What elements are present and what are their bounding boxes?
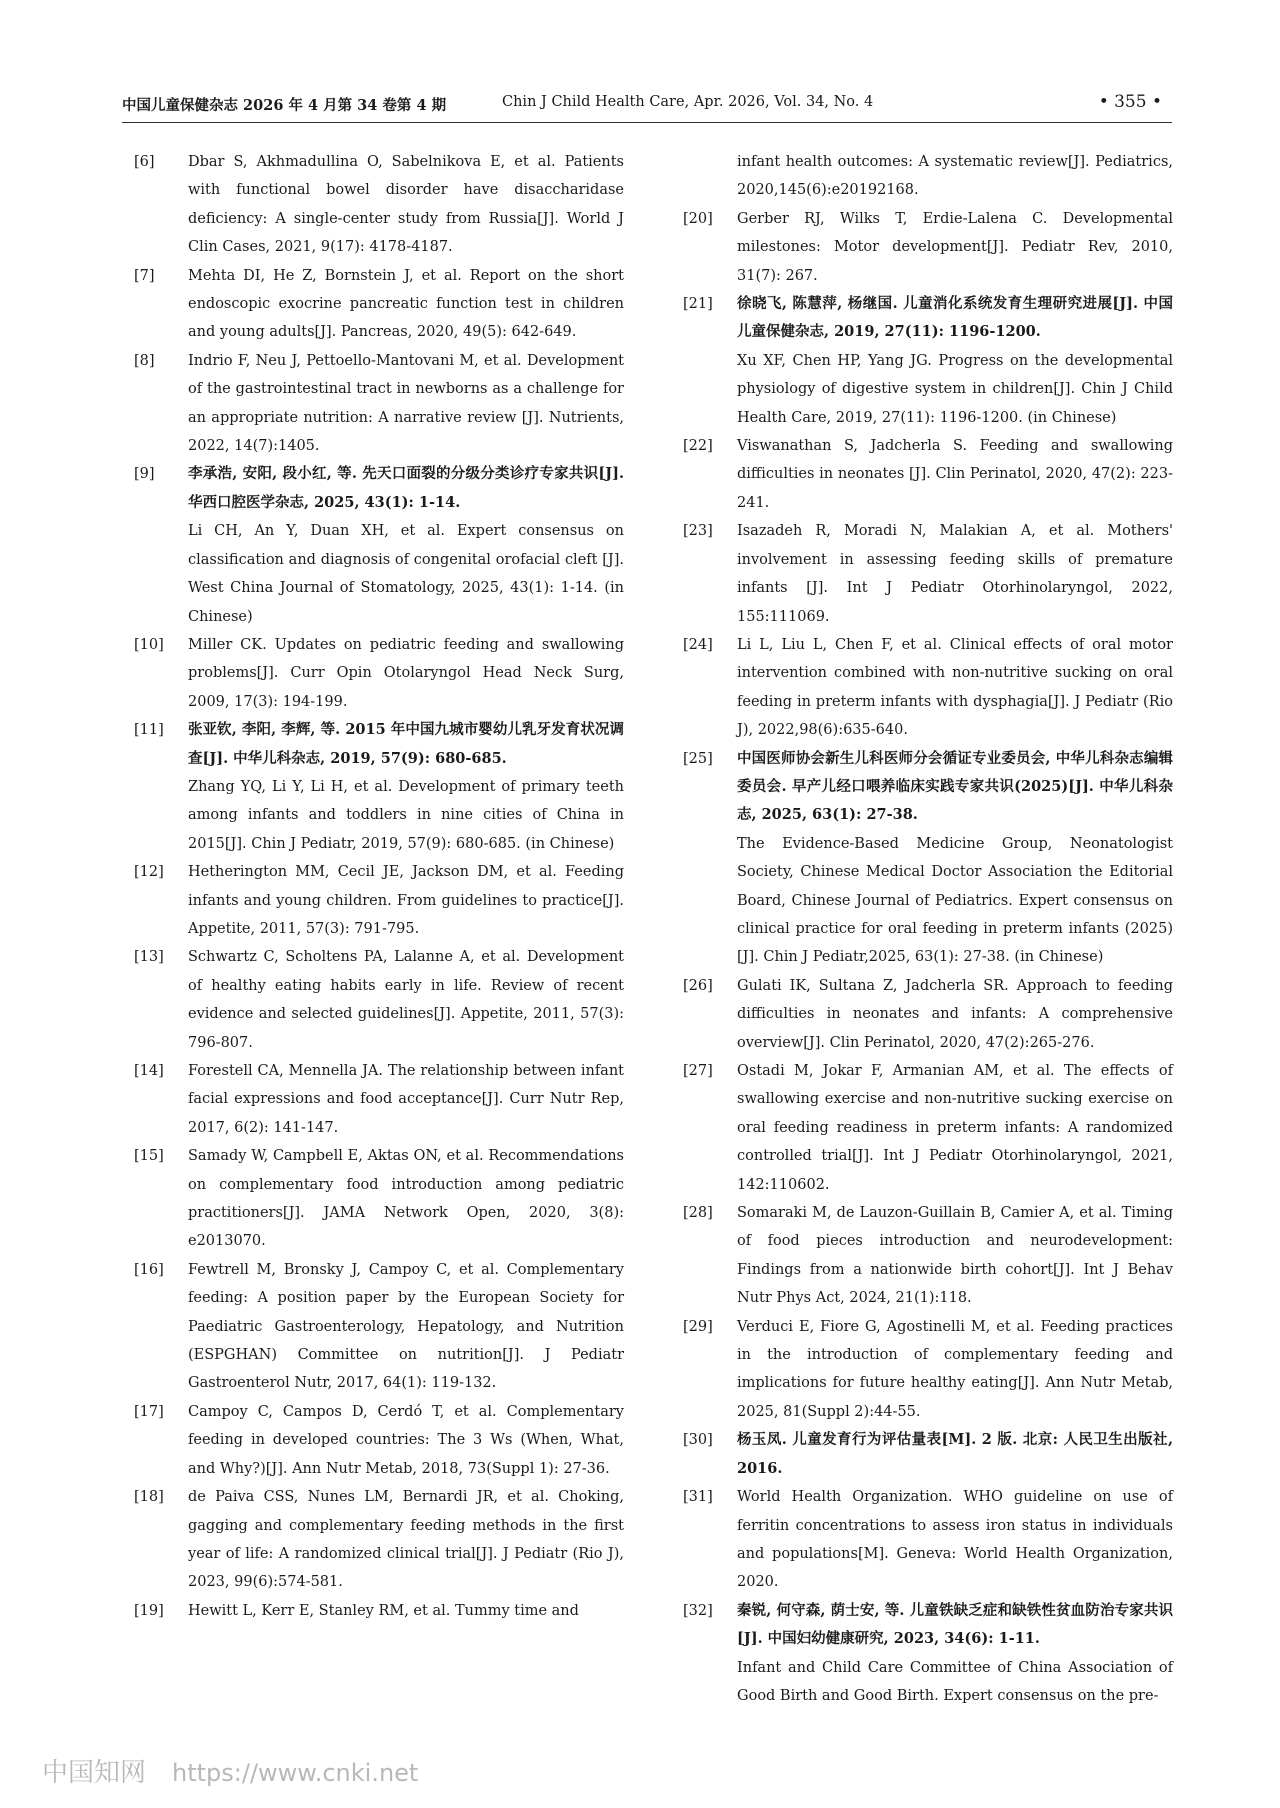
reference-entry — [683, 631, 1173, 745]
reference-text — [737, 972, 1173, 1057]
reference-text — [188, 1483, 624, 1597]
reference-number: [9] — [134, 466, 155, 483]
reference-number: [15] — [134, 1148, 164, 1165]
reference-entry — [134, 148, 624, 262]
reference-entry — [683, 1313, 1173, 1427]
reference-citation-english: Hewitt L, Kerr E, Stanley RM, et al. Tummy time and — [188, 1602, 579, 1619]
reference-continuation: infant health outcomes: A systematic review[J]. Pediatrics, 2020,145(6):e20192168. — [737, 154, 1173, 199]
page-number: • 355 • — [1098, 92, 1162, 112]
reference-text — [737, 1057, 1173, 1199]
reference-entry — [683, 290, 1173, 432]
reference-citation-english: Li L, Liu L, Chen F, et al. Clinical effects of oral motor intervention combined with non-nutritive sucking on oral feeding in preterm infants with dysphagia[J]. J Pediatr (Rio J), 2022,98(6):635-640. — [737, 636, 1173, 739]
reference-entry — [683, 1426, 1173, 1483]
reference-number: [30] — [683, 1432, 713, 1449]
reference-citation-chinese: 李承浩, 安阳, 段小红, 等. 先天口面裂的分级分类诊疗专家共识[J]. 华西口腔医学杂志, 2025, 43(1): 1-14. — [188, 465, 624, 511]
reference-number: [26] — [683, 977, 713, 994]
reference-number: [13] — [134, 949, 164, 966]
reference-entry — [134, 716, 624, 858]
reference-entry — [683, 517, 1173, 631]
reference-text — [737, 745, 1173, 972]
reference-number: [12] — [134, 864, 164, 881]
reference-number: [18] — [134, 1489, 164, 1506]
reference-citation-chinese: 杨玉凤. 儿童发育行为评估量表[M]. 2 版. 北京: 人民卫生出版社, 2016. — [737, 1431, 1173, 1477]
reference-entry — [134, 460, 624, 630]
reference-citation-chinese: 徐晓飞, 陈慧萍, 杨继国. 儿童消化系统发育生理研究进展[J]. 中国儿童保健杂志, 2019, 27(11): 1196-1200. — [737, 295, 1173, 341]
reference-number: [7] — [134, 267, 155, 284]
reference-citation-english: Gulati IK, Sultana Z, Jadcherla SR. Approach to feeding difficulties in neonates and infants: A comprehensive overview[J]. Clin Perinatol, 2020, 47(2):265-276. — [737, 977, 1173, 1051]
reference-text — [737, 1597, 1173, 1711]
reference-entry — [134, 631, 624, 716]
reference-text — [737, 1426, 1173, 1483]
reference-citation-english: Forestell CA, Mennella JA. The relationship between infant facial expressions and food acceptance[J]. Curr Nutr Rep, 2017, 6(2): 141-147. — [188, 1063, 624, 1136]
reference-citation-english: de Paiva CSS, Nunes LM, Bernardi JR, et al. Choking, gagging and complementary feeding methods in the first year of life: A randomized clinical trial[J]. J Pediatr (Rio J), 2023, 99(6):574-581. — [188, 1489, 624, 1591]
reference-entry — [134, 943, 624, 1057]
reference-entry — [134, 858, 624, 943]
reference-citation-english: Infant and Child Care Committee of China Association of Good Birth and Good Birth. Expert consensus on the pre- — [737, 1659, 1173, 1704]
reference-text — [188, 1398, 624, 1483]
reference-citation-english: Mehta DI, He Z, Bornstein J, et al. Report on the short endoscopic exocrine pancreatic function test in children and young adults[J]. Pancreas, 2020, 49(5): 642-649. — [188, 267, 624, 341]
reference-citation-english: Hetherington MM, Cecil JE, Jackson DM, et al. Feeding infants and young children. From guidelines to practice[J]. Appetite, 2011, 57(3): 791-795. — [188, 864, 624, 937]
reference-entry — [683, 148, 1173, 205]
reference-citation-english: Somaraki M, de Lauzon-Guillain B, Camier A, et al. Timing of food pieces introduction and neurodevelopment: Findings from a nationwide birth cohort[J]. Int J Behav Nutr Phys Act, 2024, 21(1):118. — [737, 1205, 1173, 1307]
reference-entry — [134, 347, 624, 461]
reference-citation-english: Ostadi M, Jokar F, Armanian AM, et al. The effects of swallowing exercise and non-nutritive sucking exercise on oral feeding readiness in preterm infants: A randomized controlled trial[J]. Int J Pediatr Otorhinolaryngol, 2021, 142:110602. — [737, 1063, 1173, 1193]
reference-number: [20] — [683, 210, 713, 227]
running-header — [122, 92, 1172, 123]
reference-number: [8] — [134, 352, 155, 369]
watermark-brand: 中国知网 — [42, 1758, 147, 1788]
reference-entry — [683, 1057, 1173, 1199]
reference-number: [31] — [683, 1489, 713, 1506]
reference-citation-chinese: 秦锐, 何守森, 荫士安, 等. 儿童铁缺乏症和缺铁性贫血防治专家共识[J]. 中国妇幼健康研究, 2023, 34(6): 1-11. — [737, 1601, 1173, 1648]
reference-text — [188, 262, 624, 347]
reference-citation-english: Li CH, An Y, Duan XH, et al. Expert consensus on classification and diagnosis of congenital orofacial cleft [J]. West China Journal of Stomatology, 2025, 43(1): 1-14. (in Chinese) — [188, 523, 624, 625]
reference-entry — [134, 1142, 624, 1256]
reference-entry — [134, 1398, 624, 1483]
reference-text — [737, 517, 1173, 631]
reference-column-right — [683, 148, 1173, 1710]
reference-text — [737, 1483, 1173, 1597]
reference-entry — [134, 262, 624, 347]
reference-number: [19] — [134, 1602, 164, 1619]
reference-number: [21] — [683, 296, 713, 313]
reference-citation-english: The Evidence-Based Medicine Group, Neonatologist Society, Chinese Medical Doctor Association the Editorial Board, Chinese Journal of Pediatrics. Expert consensus on clinical practice for oral feeding in preterm infants (2025) [J]. Chin J Pediatr,2025, 63(1): 27-38. (in Chinese) — [737, 835, 1173, 966]
journal-title-cn: 中国儿童保健杂志 2026 年 4 月第 34 卷第 4 期 — [122, 97, 447, 114]
reference-entry — [683, 205, 1173, 290]
reference-number: [17] — [134, 1403, 164, 1420]
reference-citation-chinese: 张亚钦, 李阳, 李辉, 等. 2015 年中国九城市婴幼儿乳牙发育状况调查[J]. 中华儿科杂志, 2019, 57(9): 680-685. — [188, 721, 624, 767]
reference-entry — [134, 1597, 624, 1625]
reference-number: [28] — [683, 1205, 713, 1222]
reference-number: [24] — [683, 636, 713, 653]
reference-number: [32] — [683, 1602, 713, 1619]
reference-citation-english: Miller CK. Updates on pediatric feeding and swallowing problems[J]. Curr Opin Otolaryngol Head Neck Surg, 2009, 17(3): 194-199. — [188, 636, 624, 710]
reference-number: [23] — [683, 523, 713, 540]
reference-text — [188, 631, 624, 716]
reference-entry — [134, 1057, 624, 1142]
reference-entry — [683, 1483, 1173, 1597]
reference-citation-english: Samady W, Campbell E, Aktas ON, et al. Recommendations on complementary food introduction among pediatric practitioners[J]. JAMA Network Open, 2020, 3(8): e2013070. — [188, 1148, 624, 1250]
reference-number: [25] — [683, 750, 713, 767]
reference-number: [14] — [134, 1063, 164, 1079]
reference-text — [737, 1313, 1173, 1427]
reference-text — [188, 858, 624, 943]
reference-text — [737, 205, 1173, 290]
reference-text — [188, 1256, 624, 1398]
reference-text — [737, 290, 1173, 432]
reference-citation-english: Zhang YQ, Li Y, Li H, et al. Development of primary teeth among infants and toddlers in nine cities of China in 2015[J]. Chin J Pediatr, 2019, 57(9): 680-685. (in Chinese) — [188, 778, 624, 852]
reference-citation-english: Xu XF, Chen HP, Yang JG. Progress on the developmental physiology of digestive system in children[J]. Chin J Child Health Care, 2019, 27(11): 1196-1200. (in Chinese) — [737, 352, 1173, 426]
journal-title-en: Chin J Child Health Care, Apr. 2026, Vol. 34, No. 4 — [502, 94, 874, 110]
reference-number: [10] — [134, 636, 164, 653]
reference-citation-english: Gerber RJ, Wilks T, Erdie-Lalena C. Developmental milestones: Motor development[J]. Pediatr Rev, 2010, 31(7): 267. — [737, 210, 1173, 284]
reference-text — [737, 432, 1173, 517]
reference-number: [16] — [134, 1261, 164, 1278]
reference-citation-english: Schwartz C, Scholtens PA, Lalanne A, et al. Development of healthy eating habits early in life. Review of recent evidence and selected guidelines[J]. Appetite, 2011, 57(3): 796-807. — [188, 949, 624, 1051]
reference-column-left — [134, 148, 624, 1625]
reference-number: [22] — [683, 438, 713, 455]
reference-text — [188, 148, 624, 262]
reference-citation-english: Isazadeh R, Moradi N, Malakian A, et al. Mothers' involvement in assessing feeding skills of premature infants [J]. Int J Pediatr Otorhinolaryngol, 2022, 155:111069. — [737, 523, 1173, 625]
reference-text — [188, 347, 624, 461]
watermark — [42, 1752, 418, 1789]
reference-text — [737, 148, 1173, 205]
reference-text — [188, 460, 624, 630]
reference-citation-english: Viswanathan S, Jadcherla S. Feeding and swallowing difficulties in neonates [J]. Clin Perinatol, 2020, 47(2): 223-241. — [737, 438, 1173, 511]
reference-text — [188, 943, 624, 1057]
reference-entry — [134, 1483, 624, 1597]
reference-text — [188, 1057, 624, 1142]
reference-text — [188, 716, 624, 858]
watermark-url: https://www.cnki.net — [172, 1759, 419, 1787]
reference-text — [188, 1142, 624, 1256]
reference-citation-english: Dbar S, Akhmadullina O, Sabelnikova E, et al. Patients with functional bowel disorder have disaccharidase deficiency: A single-center study from Russia[J]. World J Clin Cases, 2021, 9(17): 4178-4187. — [188, 154, 624, 256]
reference-number: [29] — [683, 1318, 713, 1335]
reference-text — [737, 631, 1173, 745]
reference-entry — [683, 432, 1173, 517]
reference-entry — [134, 1256, 624, 1398]
reference-number: [27] — [683, 1063, 713, 1079]
reference-entry — [683, 1597, 1173, 1711]
reference-entry — [683, 972, 1173, 1057]
reference-number: [11] — [134, 722, 164, 739]
reference-citation-english: Fewtrell M, Bronsky J, Campoy C, et al. Complementary feeding: A position paper by the European Society for Paediatric Gastroenterology, Hepatology, and Nutrition (ESPGHAN) Committee on nutrition[J]. J Pediatr Gastroenterol Nutr, 2017, 64(1): 119-132. — [188, 1261, 624, 1392]
reference-citation-english: Verduci E, Fiore G, Agostinelli M, et al. Feeding practices in the introduction of complementary feeding and implications for future healthy eating[J]. Ann Nutr Metab, 2025, 81(Suppl 2):44-55. — [737, 1318, 1173, 1420]
reference-entry — [683, 745, 1173, 972]
reference-text — [737, 1199, 1173, 1313]
reference-number: [6] — [134, 154, 155, 170]
reference-citation-english: World Health Organization. WHO guideline on use of ferritin concentrations to assess iron status in individuals and populations[M]. Geneva: World Health Organization, 2020. — [737, 1489, 1173, 1591]
reference-entry — [683, 1199, 1173, 1313]
reference-citation-english: Campoy C, Campos D, Cerdó T, et al. Complementary feeding in developed countries: The 3 Ws (When, What, and Why?)[J]. Ann Nutr Metab, 2018, 73(Suppl 1): 27-36. — [188, 1403, 624, 1477]
reference-citation-english: Indrio F, Neu J, Pettoello-Mantovani M, et al. Development of the gastrointestinal tract in newborns as a challenge for an appropriate nutrition: A narrative review [J]. Nutrients, 2022, 14(7):1405. — [188, 352, 624, 455]
reference-text — [188, 1597, 624, 1625]
reference-citation-chinese: 中国医师协会新生儿科医师分会循证专业委员会, 中华儿科杂志编辑委员会. 早产儿经口喂养临床实践专家共识(2025)[J]. 中华儿科杂志, 2025, 63(1): 27-38. — [737, 749, 1173, 824]
reference-number — [683, 148, 737, 205]
